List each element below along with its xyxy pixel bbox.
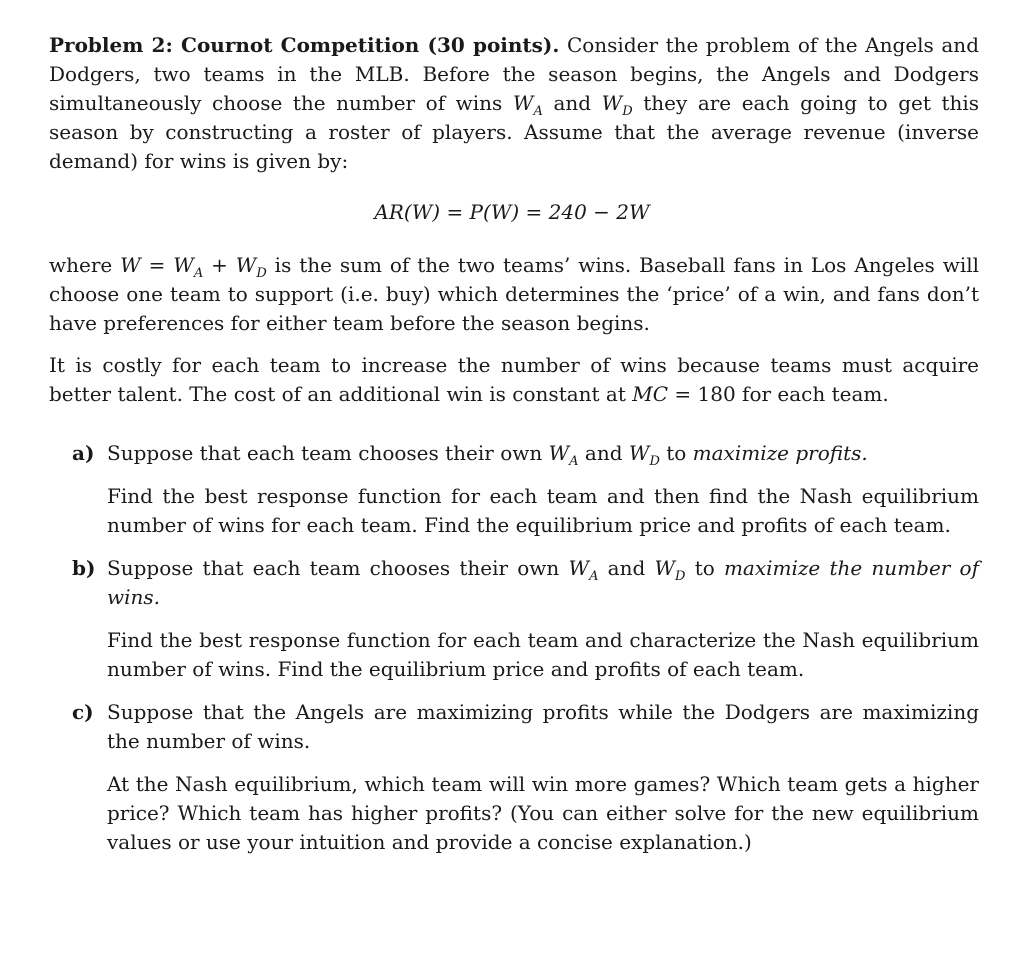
- intro-text-2: they are each going to get this season by constructing a roster of players. Assume that the average revenue (inverse demand) for wins is given by:: [49, 91, 980, 173]
- cost-paragraph: It is costly for each team to increase the number of wins because teams must acquire better talent. The cost of an additional win is constant at MC = 180 for each team.: [49, 353, 979, 406]
- demand-formula: AR(W) = P(W) = 240 − 2W: [374, 200, 650, 224]
- part-a-detail: Find the best response function for each team and then find the Nash equilibrium number of wins for each team. Find the equilibrium price and profits of each team.: [107, 484, 979, 537]
- problem-intro: [49, 31, 979, 176]
- and-word: and: [553, 91, 592, 115]
- part-b-question: Suppose that each team chooses their own $W_A$ and $W_D$ to maximize the number of wins.: [107, 556, 979, 609]
- wins-sum-equation: $W = W_A + W_D$: [120, 253, 267, 281]
- part-a: [72, 439, 979, 540]
- part-b-label: b): [72, 556, 96, 580]
- mc-symbol: MC: [632, 382, 669, 406]
- wa-symbol: $W_A$: [512, 91, 543, 119]
- part-b-detail: Find the best response function for each team and characterize the Nash equilibrium number of wins. Find the equilibrium price and profits of each team.: [107, 628, 979, 681]
- problem-title: Problem 2: Cournot Competition (30 points).: [49, 33, 560, 57]
- wins-sum-paragraph: where $W = W_A + W_D$ is the sum of the two teams’ wins. Baseball fans in Los Angeles will choose one team to support (i.e. buy) which determines the ‘price’ of a win, and fans don’t have preferences for either team before the season begins.: [49, 253, 980, 335]
- part-a-label: a): [72, 441, 95, 465]
- part-c: [72, 698, 979, 857]
- part-a-question: Suppose that each team chooses their own $W_A$ and $W_D$ to maximize profits.: [107, 441, 868, 469]
- wd-symbol: $W_D$: [601, 91, 633, 119]
- intro-text: Consider the problem of the Angels and Dodgers, two teams in the MLB. Before the season begins, the Angels and Dodgers simultaneously choose the number of wins: [49, 33, 979, 115]
- part-c-label: c): [72, 700, 94, 724]
- part-c-question: Suppose that the Angels are maximizing profits while the Dodgers are maximizing the number of wins.: [107, 700, 979, 753]
- part-b: [72, 554, 979, 684]
- part-c-detail: At the Nash equilibrium, which team will win more games? Which team gets a higher price? Which team has higher profits? (You can either solve for the new equilibrium values or use your intuition and provide a concise explanation.): [107, 772, 979, 854]
